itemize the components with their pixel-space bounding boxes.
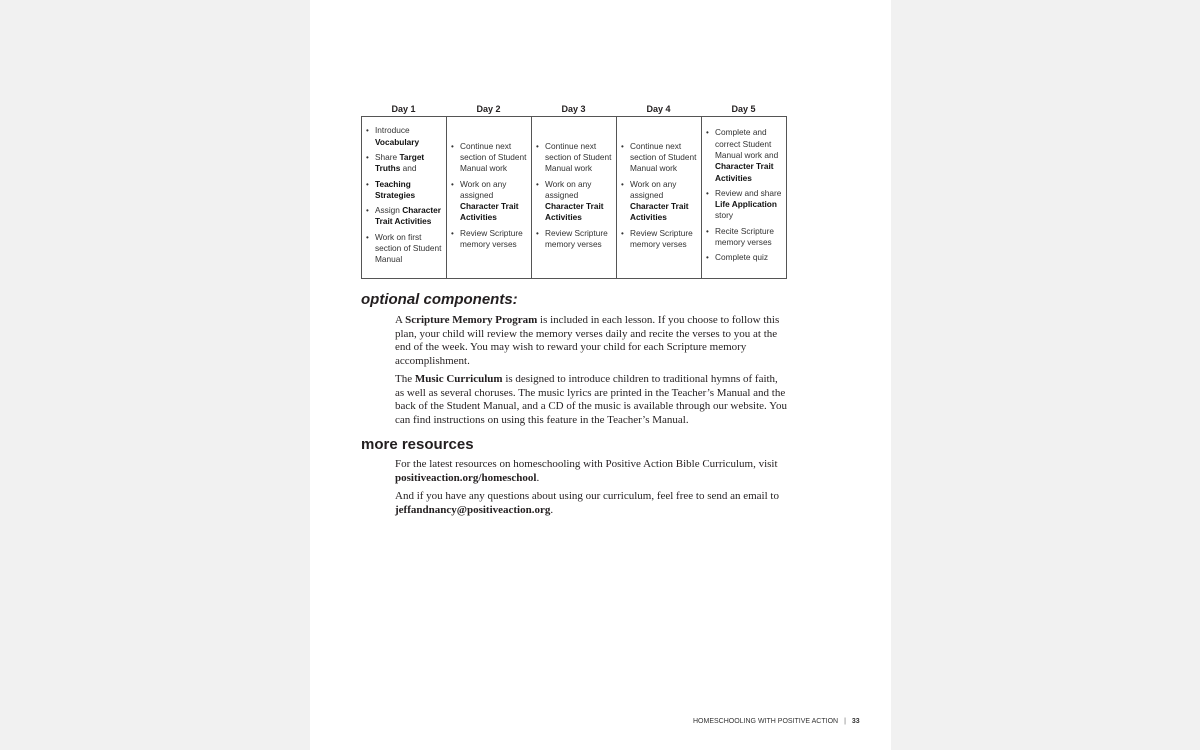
paragraph-text: is included in each lesson. If you choose to follow this plan, your child will review the memory verses daily and recite the verses to you at the end of the week. You may wish to reward your child for each Scripture memory accomplishment. [395, 314, 780, 368]
task-list [621, 141, 698, 255]
paragraph-text: is designed to introduce children to traditional hymns of faith, as well as several choruses. The music lyrics are printed in the Teacher’s Manual and the back of the Student Manual, and a CD of the music is available through our website. You can find instructions on using this feature in the Teacher’s Manual. [395, 373, 787, 427]
scripture-memory-paragraph [395, 314, 787, 369]
task-item: • Review Scripture memory verses [536, 228, 613, 251]
task-item: • Complete and correct Student Manual work and Character Trait Activities [706, 127, 783, 183]
email-link[interactable]: jeffandnancy@positiveaction.org [395, 503, 551, 516]
footer-title: HOMESCHOOLING WITH POSITIVE ACTION [693, 718, 839, 725]
task-item: • Introduce Vocabulary [366, 125, 443, 148]
task-item: • Continue next section of Student Manual work [536, 141, 613, 175]
task-emphasis: Character Trait Activities [630, 201, 689, 223]
task-emphasis: Teaching Strategies [375, 178, 416, 200]
paragraph-text: . [550, 503, 554, 516]
paragraph-text: And if you have any questions about using our curriculum, feel free to send an email to [395, 490, 779, 502]
task-item: • Work on any assigned Character Trait Activities [536, 179, 613, 224]
day-column-3 [532, 117, 617, 278]
weekly-schedule-table [361, 116, 787, 279]
task-emphasis: Character Trait Activities [715, 161, 774, 183]
day-header: Day 5 [731, 104, 756, 114]
task-item: • Work on any assigned Character Trait Activities [621, 179, 698, 224]
task-emphasis: Target Truths [375, 151, 425, 174]
task-item: • Assign Character Trait Activities [366, 205, 443, 228]
task-item: • Continue next section of Student Manual work [451, 141, 528, 175]
task-emphasis: Character Trait Activities [545, 201, 604, 223]
section-heading-more-resources: more resources [361, 436, 474, 453]
task-emphasis: Character Trait Activities [460, 201, 519, 223]
day-header: Day 3 [561, 104, 586, 114]
paragraph-text: . [536, 471, 540, 484]
day-header: Day 4 [646, 104, 671, 114]
footer-separator: | [844, 718, 846, 725]
task-list [451, 141, 528, 255]
task-list [366, 125, 443, 269]
task-emphasis: Life Application [715, 199, 777, 210]
paragraph-emphasis: Scripture Memory Program [405, 314, 538, 326]
day-column-5 [702, 117, 786, 278]
day-header: Day 1 [391, 104, 416, 114]
task-list [706, 127, 783, 267]
day-column-2 [447, 117, 532, 278]
task-emphasis: Character Trait Activities [375, 205, 441, 227]
day-column-1 [362, 117, 447, 278]
website-link[interactable]: positiveaction.org/homeschool [395, 471, 537, 484]
document-page [310, 0, 891, 750]
resources-paragraph [395, 458, 787, 485]
task-item: • Share Target Truths and [366, 152, 443, 175]
paragraph-text: A [395, 314, 406, 326]
task-list [536, 141, 613, 255]
section-heading-optional: optional components: [361, 291, 518, 308]
day-header: Day 2 [476, 104, 501, 114]
task-emphasis: Vocabulary [375, 136, 420, 147]
task-item: • Review Scripture memory verses [451, 228, 528, 251]
task-item: • Continue next section of Student Manual work [621, 141, 698, 175]
page-number: 33 [851, 718, 860, 725]
day-column-4 [617, 117, 702, 278]
task-item: • Work on any assigned Character Trait Activities [451, 179, 528, 224]
task-item: • Recite Scripture memory verses [706, 226, 783, 249]
task-item: • Complete quiz [706, 252, 783, 263]
day-headers [361, 104, 787, 114]
contact-paragraph [395, 490, 787, 517]
paragraph-emphasis: Music Curriculum [414, 373, 503, 385]
task-item: • Work on first section of Student Manual [366, 232, 443, 266]
task-item [366, 179, 443, 202]
paragraph-text: The [395, 373, 415, 385]
paragraph-text: For the latest resources on homeschooling with Positive Action Bible Curriculum, visit [395, 458, 778, 470]
task-item: • Review and share Life Application story [706, 188, 783, 222]
music-curriculum-paragraph [395, 373, 787, 428]
page-footer [693, 718, 860, 725]
task-item: • Review Scripture memory verses [621, 228, 698, 251]
